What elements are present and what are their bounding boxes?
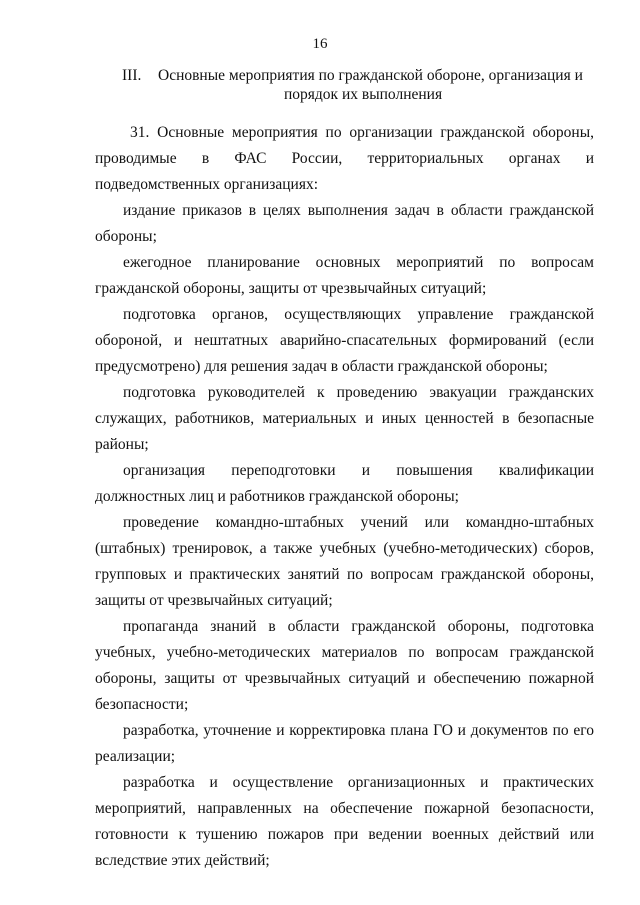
list-item-qualification: организация переподготовки и повышения квалификации должностных лиц и работников гражданской обороны; [95, 462, 594, 505]
list-item-orders: издание приказов в целях выполнения задач в области гражданской обороны; [95, 202, 594, 245]
list-item-propaganda: пропаганда знаний в области гражданской обороны, подготовка учебных, учебно-методических материалов по вопросам гражданской обороны, защиты от чрезвычайных ситуаций и обеспечению пожарной безопасности; [95, 618, 594, 713]
list-item-evacuation-training: подготовка руководителей к проведению эвакуации гражданских служащих, работников, материальных и иных ценностей в безопасные районы; [95, 384, 594, 453]
list-item-planning: ежегодное планирование основных мероприятий по вопросам гражданской обороны, защиты от чрезвычайных ситуаций; [95, 254, 594, 297]
list-item-training-bodies: подготовка органов, осуществляющих управление гражданской обороной, и нештатных аварийно-спасательных формирований (если предусмотрено) для решения задач в области гражданской обороны; [95, 306, 594, 375]
list-item-plan-development: разработка, уточнение и корректировка плана ГО и документов по его реализации; [95, 722, 594, 765]
list-item-fire-safety: разработка и осуществление организационных и практических мероприятий, направленных на обеспечение пожарной безопасности, готовности к тушению пожаров при ведении военных действий или вследствие этих действий; [95, 774, 594, 869]
body-text [95, 120, 594, 874]
section-numeral: III. [122, 67, 142, 84]
section-title-line-1: Основные мероприятия по гражданской обороне, организация и [158, 67, 583, 84]
list-item-exercises: проведение командно-штабных учений или командно-штабных (штабных) тренировок, а также учебных (учебно-методических) сборов, групповых и практических занятий по вопросам гражданской обороны, защиты от чрезвычайных ситуаций; [95, 514, 594, 609]
paragraph-31-intro: 31. Основные мероприятия по организации гражданской обороны, проводимые в ФАС России, территориальных органах и подведомственных организациях: [95, 124, 594, 193]
section-title-line-2: порядок их выполнения [284, 86, 443, 103]
page-number: 16 [312, 36, 328, 52]
